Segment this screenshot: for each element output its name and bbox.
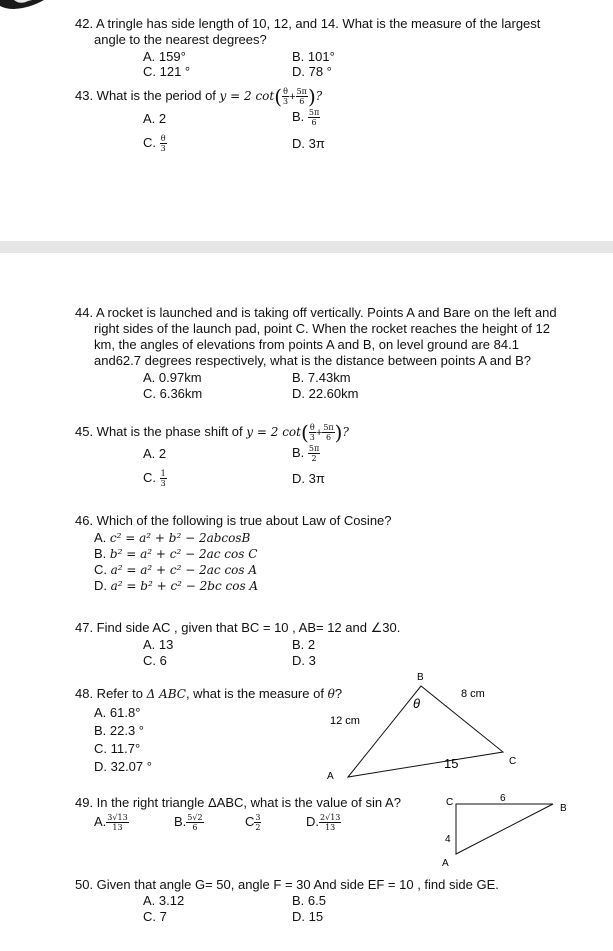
q44-stem-line3: km, the angles of elevations from points A and B, on level ground are 84.1 — [94, 337, 519, 352]
q50-stem: 50. Given that angle G= 50, angle F = 30 And side EF = 10 , find side GE. — [75, 877, 499, 892]
q45-stem: 45. What is the phase shift of y = 2 cot( $\frac{\theta}{3}$ + $\frac{5\pi}{6}$ )? — [75, 420, 349, 445]
q44-option-a: A. 0.97km — [143, 370, 202, 385]
q43-option-a: A. 2 — [143, 111, 167, 126]
q43-frac1: $\frac{\theta}{3}$ — [283, 87, 289, 107]
q48-option-a: A. 61.8° — [94, 705, 141, 720]
q44-option-c: C. 6.36km — [143, 386, 203, 401]
q48-vertex-b: B — [417, 672, 424, 683]
q50-option-b: B. 6.5 — [292, 893, 326, 908]
q45-option-a: A. 2 — [143, 446, 167, 461]
q49-option-b: B. $\frac{5√2}{6}$ — [174, 813, 203, 832]
q43-stem: 43. What is the period of y = 2 cot( $\frac{\theta}{3}$ + $\frac{5\pi}{6}$ )? — [75, 84, 323, 109]
q50-option-d: D. 15 — [292, 909, 324, 924]
q42-option-d: D. 78 ° — [292, 64, 332, 79]
q49-side-cb: 6 — [500, 793, 506, 804]
q48-triangle-figure — [320, 665, 520, 785]
q49-vertex-b: B — [560, 803, 567, 814]
q42-option-c: C. 121 ° — [143, 64, 191, 79]
q48-vertex-a: A — [327, 771, 334, 782]
q47-option-c: C. 6 — [143, 653, 167, 668]
q47-stem: 47. Find side AC , given that BC = 10 , AB= 12 and ∠30. — [75, 620, 401, 635]
q49-option-a: A. $\frac{3√13}{13}$ — [94, 813, 128, 832]
q43-option-d: D. 3π — [292, 136, 325, 151]
q46-option-c: C. a² = a² + c² − 2ac cos A — [94, 562, 258, 577]
q47-option-d: D. 3 — [292, 653, 316, 668]
q48-option-b: B. 22.3 ° — [94, 723, 145, 738]
q42-stem-line1: 42. A tringle has side length of 10, 12, and 14. What is the measure of the largest — [75, 16, 541, 31]
q49-vertex-a: A — [442, 858, 449, 869]
q44-option-b: B. 7.43km — [292, 370, 351, 385]
page-separator — [0, 241, 613, 253]
q46-stem: 46. Which of the following is true about Law of Cosine? — [75, 513, 392, 528]
q43-frac2: $\frac{5\pi}{6}$ — [296, 87, 307, 107]
q44-option-d: D. 22.60km — [292, 386, 359, 401]
q43-formula-lead: y = 2 cot — [219, 89, 275, 103]
q49-side-ca: 4 — [445, 834, 451, 845]
q45-option-c: C. $\frac{1}{3}$ — [143, 469, 166, 488]
q49-option-c: C $\frac{3}{2}$ — [245, 813, 261, 832]
q44-stem-line1: 44. A rocket is launched and is taking off vertically. Points A and Bare on the left and — [75, 305, 557, 320]
q45-formula-lead: y = 2 cot — [246, 425, 301, 439]
q43-option-b: B. $\frac{5\pi}{6}$ — [292, 108, 320, 127]
q45-option-d: D. 3π — [292, 471, 325, 486]
q48-side-bc: 8 cm — [461, 688, 485, 700]
q42-option-a: A. 159° — [143, 49, 186, 64]
corner-graphic — [0, 0, 44, 10]
q48-vertex-c: C — [509, 756, 517, 767]
q47-option-b: B. 2 — [292, 637, 316, 652]
q44-stem-line2: right sides of the launch pad, point C. When the rocket reaches the height of 12 — [94, 321, 551, 336]
q49-stem: 49. In the right triangle ΔABC, what is the value of sin A? — [75, 795, 401, 810]
q43-prefix: 43. What is the period of — [75, 88, 216, 103]
q45-frac1: $\frac{\theta}{3}$ — [309, 423, 315, 443]
q48-side-ab: 12 cm — [330, 715, 360, 727]
q48-side-ac: 15 — [444, 756, 459, 771]
q44-stem-line4: and62.7 degrees respectively, what is the distance between points A and B? — [94, 353, 531, 368]
q48-theta-label: θ — [413, 696, 421, 711]
q46-option-b: B. b² = a² + c² − 2ac cos C — [94, 546, 258, 561]
q49-vertex-c: C — [446, 797, 454, 808]
q46-option-a: A. c² = a² + b² − 2abcosB — [94, 530, 251, 545]
q43-option-c: C. $\frac{\theta}{3}$ — [143, 134, 166, 153]
q48-option-d: D. 32.07 ° — [94, 759, 152, 774]
q42-stem-line2: angle to the nearest degrees? — [94, 32, 267, 47]
q48-stem: 48. Refer to Δ ABC, what is the measure of θ? — [75, 686, 343, 701]
q46-option-d: D. a² = b² + c² − 2bc cos A — [94, 578, 259, 593]
q42-option-b: B. 101° — [292, 49, 335, 64]
q47-option-a: A. 13 — [143, 637, 174, 652]
q49-right-triangle-figure — [436, 790, 576, 870]
q45-prefix: 45. What is the phase shift of — [75, 424, 243, 439]
q45-frac2: $\frac{5\pi}{6}$ — [323, 423, 334, 443]
q50-option-a: A. 3.12 — [143, 893, 185, 908]
q49-option-d: D. $\frac{2√13}{13}$ — [306, 813, 341, 832]
q50-option-c: C. 7 — [143, 909, 167, 924]
q48-option-c: C. 11.7° — [94, 741, 141, 756]
q45-option-b: B. $\frac{5\pi}{2}$ — [292, 444, 320, 463]
